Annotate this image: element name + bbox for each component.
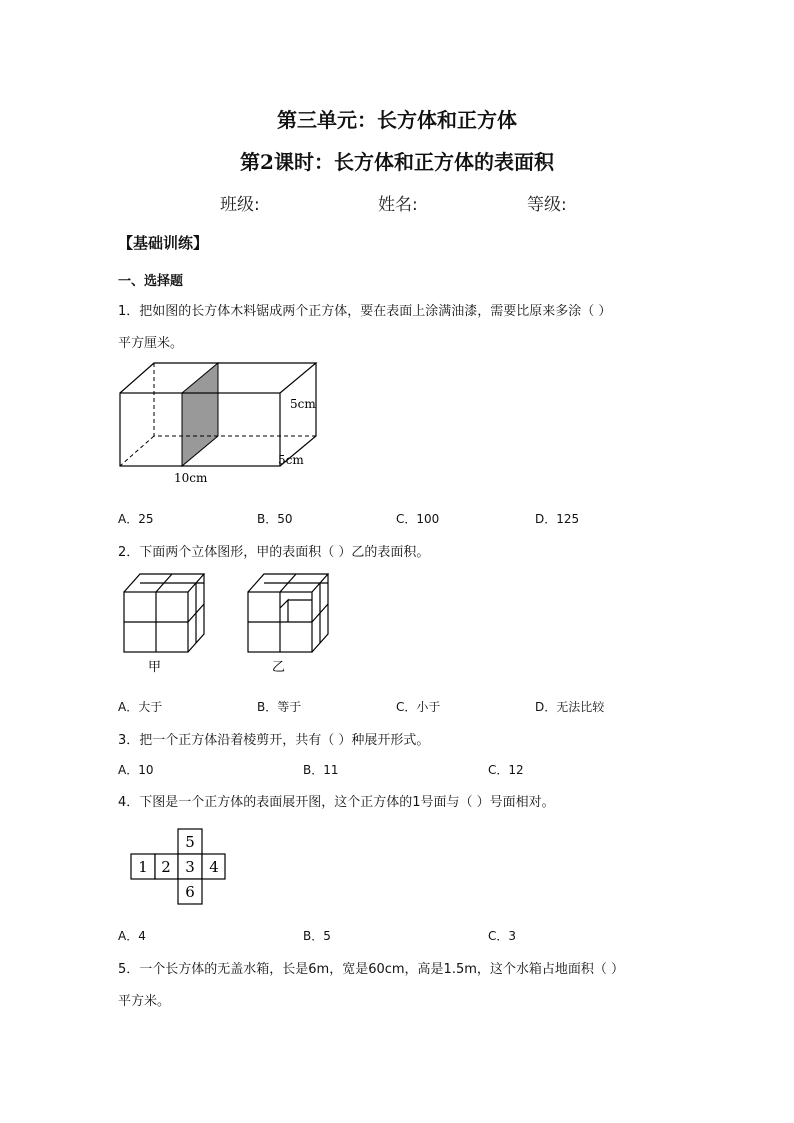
question-4-text: 4．下图是一个正方体的表面展开图，这个正方体的1号面与（ ）号面相对。 <box>118 795 555 810</box>
unit-title: 第三单元：长方体和正方体 <box>277 108 517 132</box>
q3-option-b[interactable]: B．11 <box>303 763 339 777</box>
lesson-title: 第2课时：长方体和正方体的表面积 <box>240 150 554 174</box>
q1-option-d[interactable]: D．125 <box>535 512 580 526</box>
q4-option-b[interactable]: B．5 <box>303 929 331 943</box>
question-5-text: 5．一个长方体的无盖水箱，长是6m，宽是60cm，高是1.5m，这个水箱占地面积（ ） <box>118 962 625 977</box>
cuboid-figure <box>112 358 332 488</box>
net-face-6: 6 <box>185 883 195 901</box>
q2-option-a[interactable]: A．大于 <box>118 700 163 714</box>
length-label: 10cm <box>174 471 208 485</box>
question-5-text-cont: 平方米。 <box>118 994 171 1009</box>
net-face-5: 5 <box>185 833 195 851</box>
question-1-text: 1．把如图的长方体木料锯成两个正方体，要在表面上涂满油漆，需要比原来多涂（ ） <box>118 304 612 319</box>
question-1-text-cont: 平方厘米。 <box>118 336 184 351</box>
net-face-3: 3 <box>185 858 195 876</box>
q4-option-c[interactable]: C．3 <box>488 929 517 943</box>
q3-option-a[interactable]: A．10 <box>118 763 154 777</box>
q4-option-a[interactable]: A．4 <box>118 929 146 943</box>
q1-option-c[interactable]: C．100 <box>396 512 440 526</box>
question-3-text: 3．把一个正方体沿着棱剪开，共有（ ）种展开形式。 <box>118 733 430 748</box>
depth-label: 5cm <box>278 453 304 467</box>
q2-option-c[interactable]: C．小于 <box>396 700 441 714</box>
name-label: 姓名: <box>378 195 418 215</box>
solid-yi-figure <box>242 568 342 678</box>
class-label: 班级: <box>220 195 260 215</box>
section-heading: 【基础训练】 <box>118 234 209 252</box>
q3-option-c[interactable]: C．12 <box>488 763 524 777</box>
part-heading: 一、选择题 <box>118 274 184 289</box>
solid-jia-figure <box>118 568 218 678</box>
q1-option-a[interactable]: A．25 <box>118 512 154 526</box>
q1-option-b[interactable]: B．50 <box>257 512 293 526</box>
question-2-text: 2．下面两个立体图形，甲的表面积（ ）乙的表面积。 <box>118 545 430 560</box>
height-label: 5cm <box>290 397 316 411</box>
q2-option-d[interactable]: D．无法比较 <box>535 700 605 714</box>
cut-plane <box>182 363 218 466</box>
cube-net-figure <box>130 828 230 908</box>
net-face-4: 4 <box>209 858 219 876</box>
q2-option-b[interactable]: B．等于 <box>257 700 302 714</box>
grade-label: 等级: <box>527 195 567 215</box>
net-face-1: 1 <box>138 858 148 876</box>
net-face-2: 2 <box>161 858 171 876</box>
label-jia: 甲 <box>148 660 162 675</box>
label-yi: 乙 <box>272 660 286 675</box>
